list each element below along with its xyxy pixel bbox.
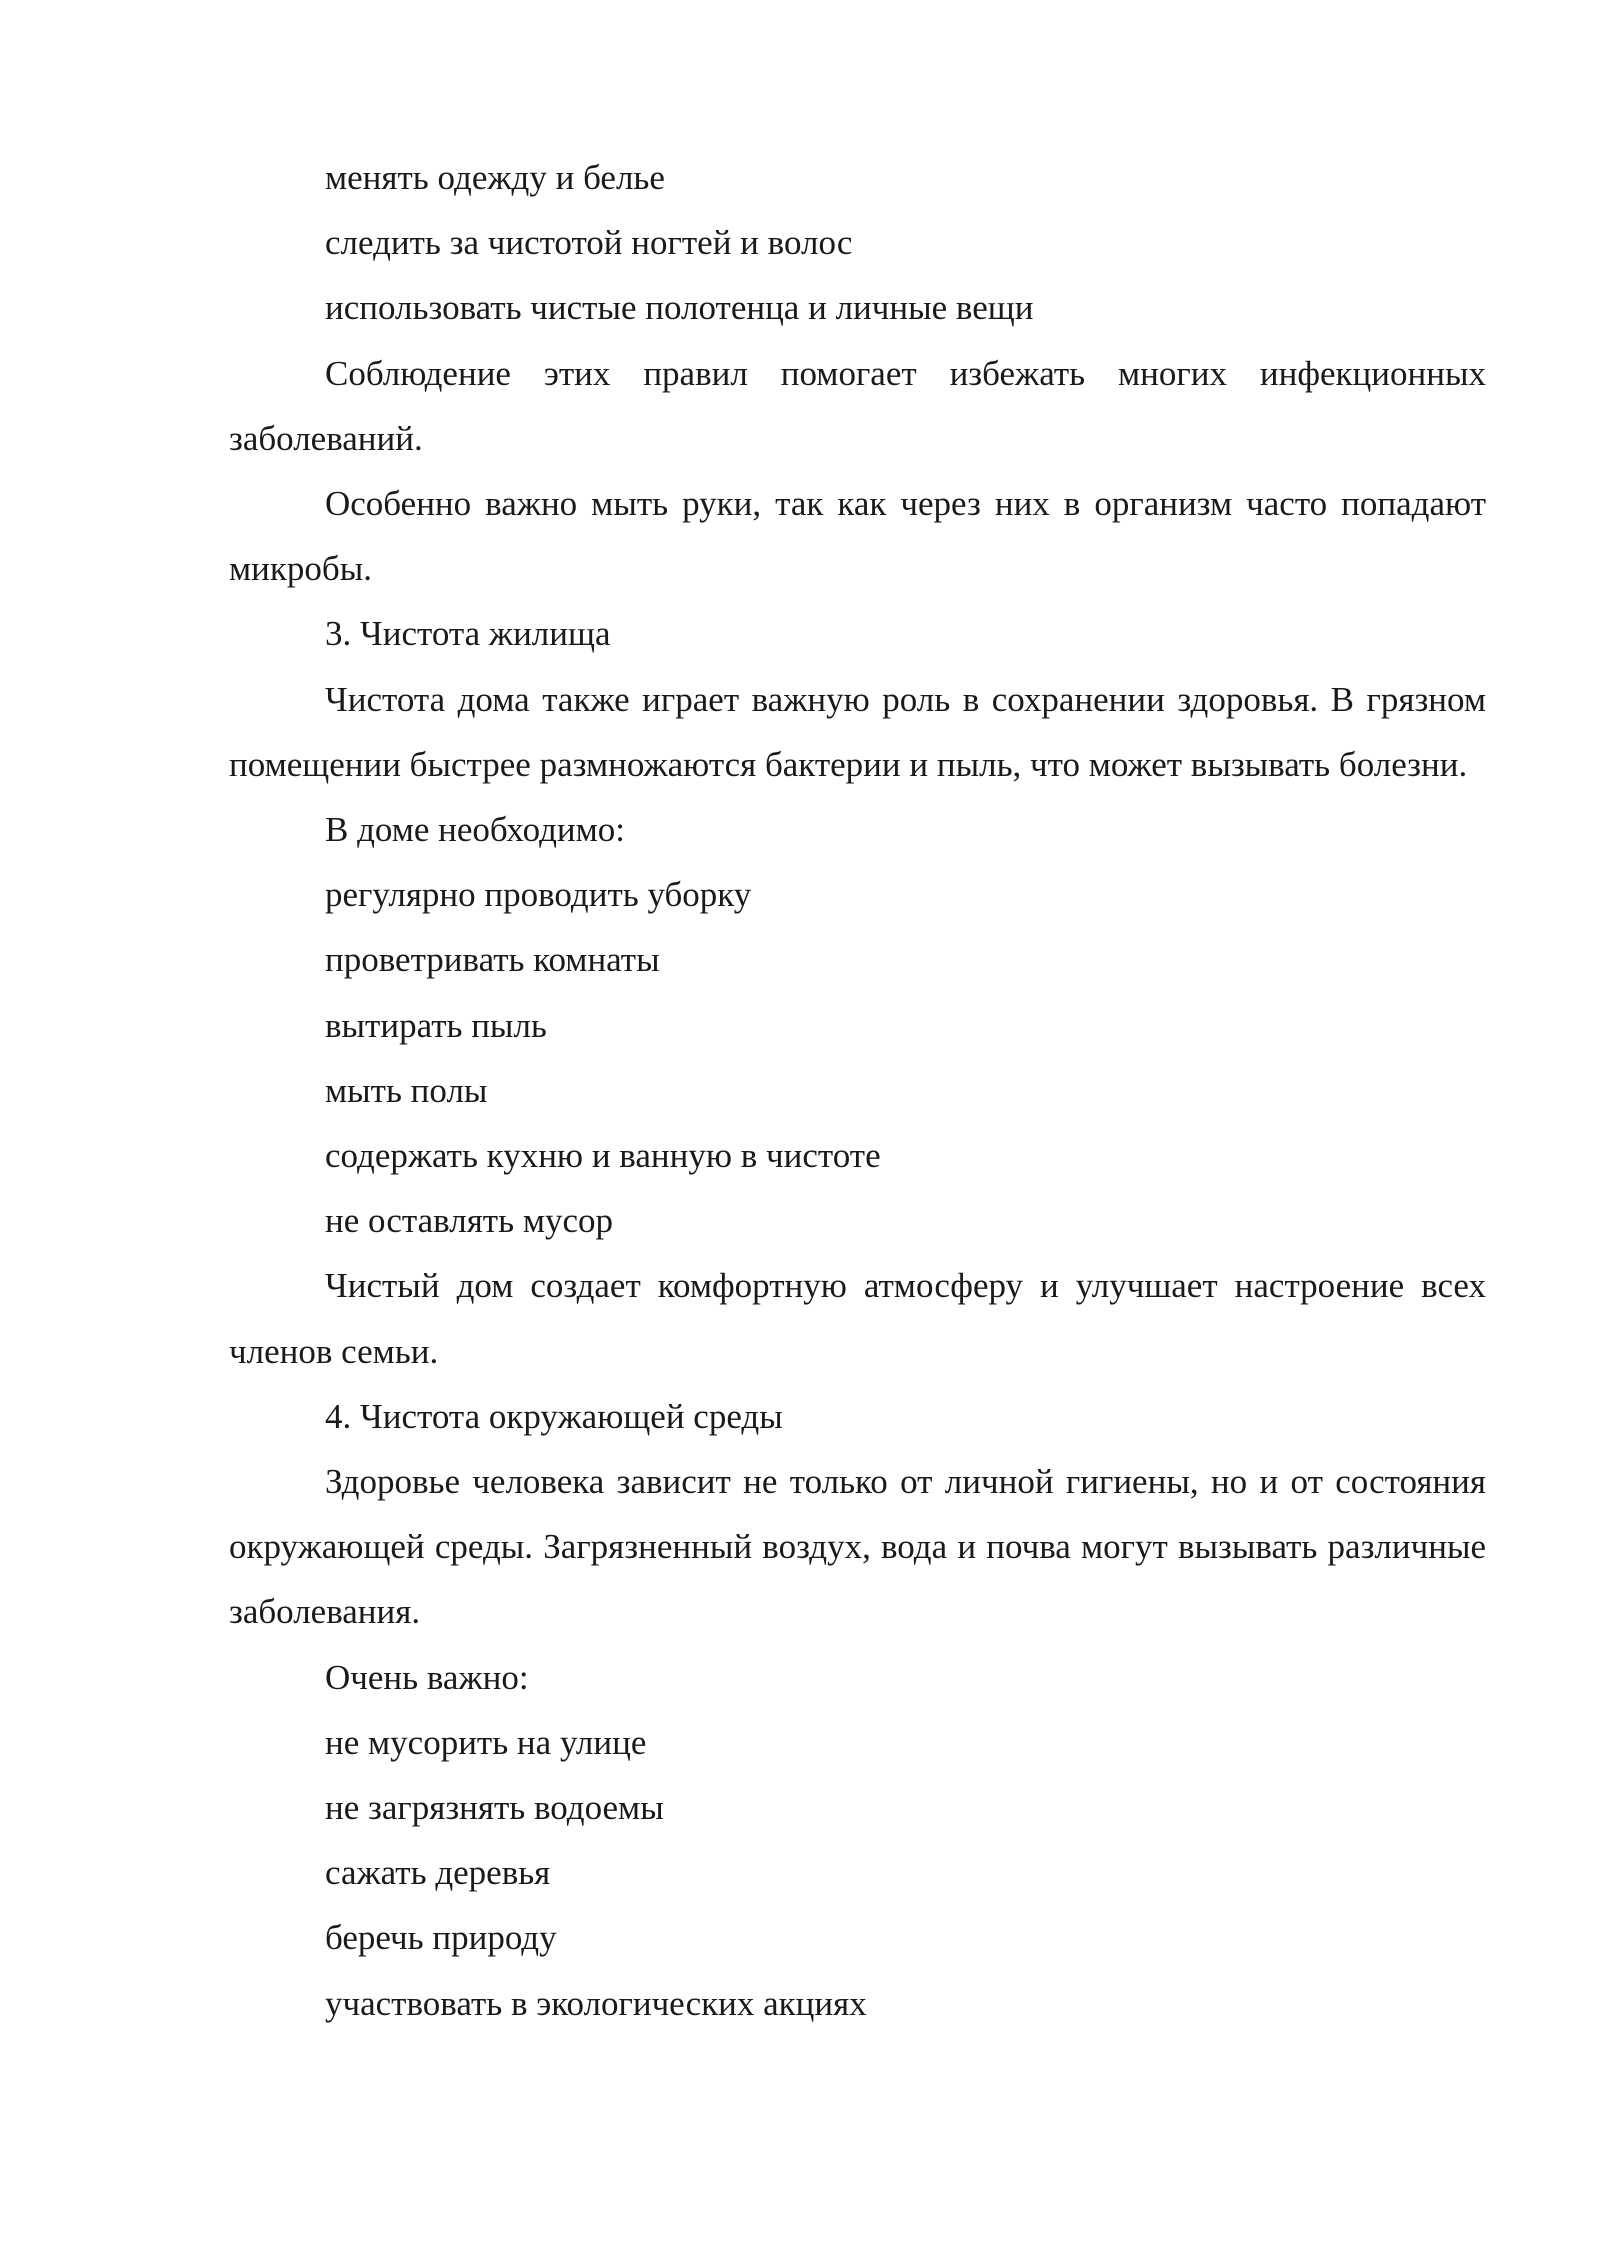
list-item: следить за чистотой ногтей и волос (325, 223, 853, 263)
paragraph: Особенно важно мыть руки, так как через них в организм часто попадают микробы. (229, 484, 1486, 589)
section-heading: 4. Чистота окружающей среды (325, 1396, 783, 1436)
list-item: содержать кухню и ванную в чистоте (325, 1136, 881, 1176)
paragraph: Чистый дом создает комфортную атмосферу и улучшает настроение всех членов семьи. (229, 1266, 1486, 1371)
document-body (229, 145, 1486, 2036)
list-item: сажать деревья (325, 1853, 551, 1893)
list-item: не оставлять мусор (325, 1201, 613, 1241)
paragraph: Здоровье человека зависит не только от личной гигиены, но и от состояния окружающей среды. Загрязненный воздух, вода и почва могут вызывать различные заболевания. (229, 1462, 1486, 1632)
paragraph: Очень важно: (325, 1657, 529, 1697)
list-item: мыть полы (325, 1070, 488, 1110)
list-item: регулярно проводить уборку (325, 875, 752, 915)
list-item: участвовать в экологических акциях (325, 1983, 867, 2023)
section-heading: 3. Чистота жилища (325, 614, 611, 654)
paragraph: В доме необходимо: (325, 810, 625, 850)
list-item: беречь природу (325, 1918, 557, 1958)
list-item: проветривать комнаты (325, 940, 660, 980)
list-item: использовать чистые полотенца и личные вещи (325, 288, 1034, 328)
paragraph: Соблюдение этих правил помогает избежать многих инфекционных заболеваний. (229, 353, 1486, 458)
list-item: вытирать пыль (325, 1005, 547, 1045)
list-item: не мусорить на улице (325, 1722, 647, 1762)
list-item: не загрязнять водоемы (325, 1788, 664, 1828)
list-item: менять одежду и белье (325, 158, 665, 197)
paragraph: Чистота дома также играет важную роль в сохранении здоровья. В грязном помещении быстрее размножаются бактерии и пыль, что может вызывать болезни. (229, 679, 1486, 784)
